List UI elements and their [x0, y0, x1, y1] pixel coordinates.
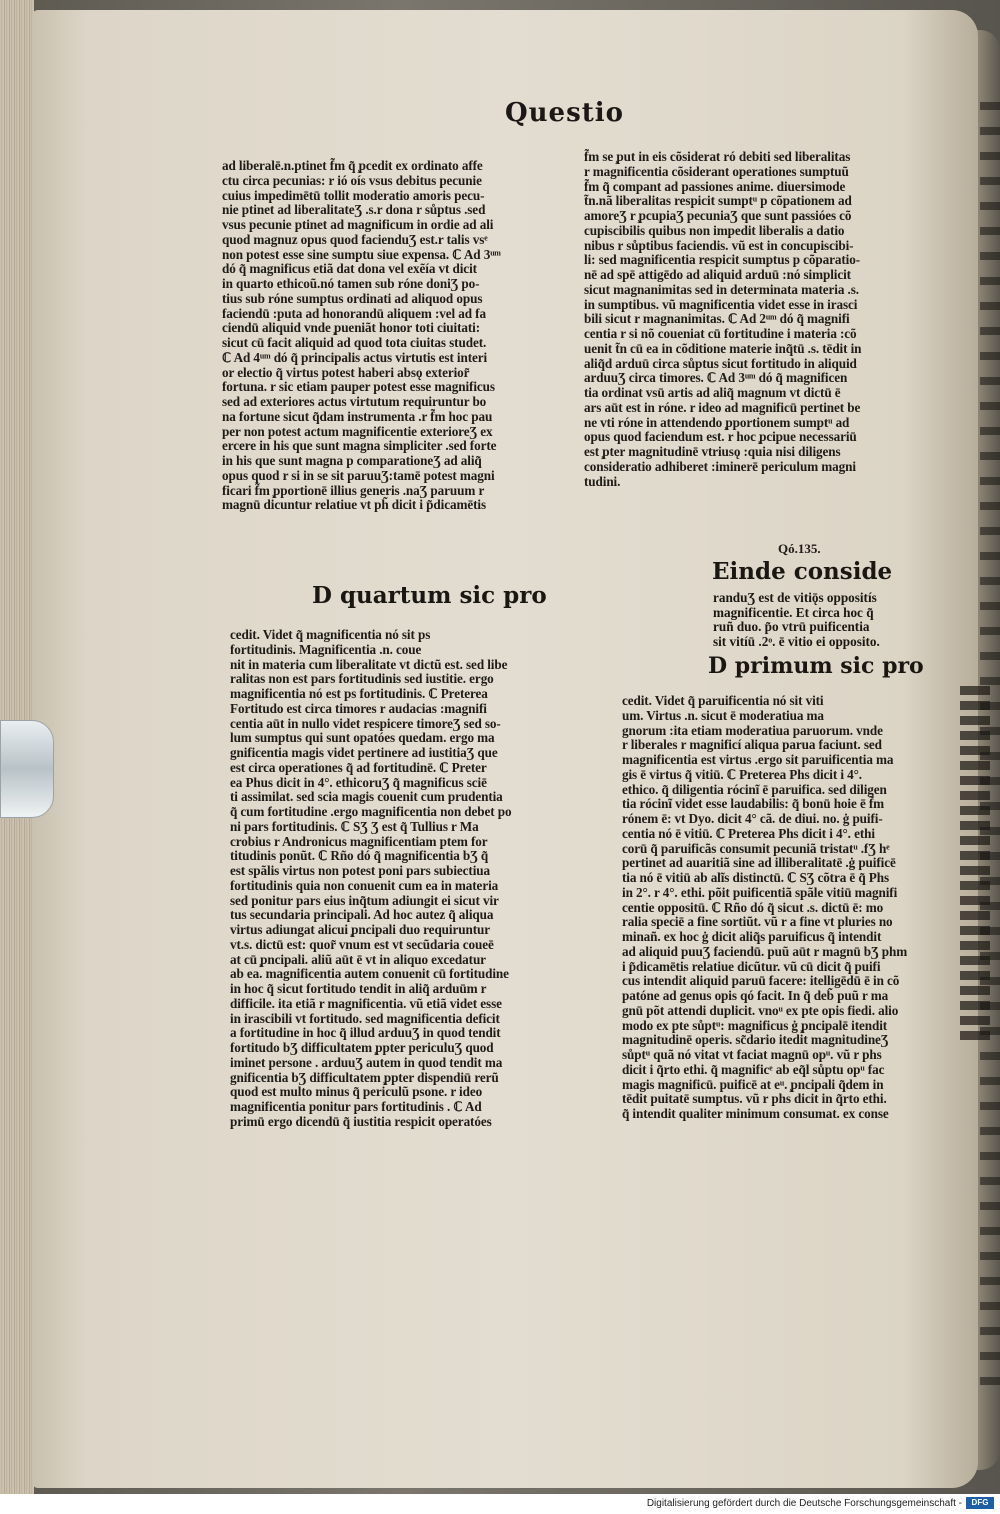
left-column-top: ad liberalē.n.ptinet f̃m q̃ ̧pcedit ex ordinato affe ctu circa pecunias: r ió oís vsus debitus pecunie cuius impedimētū tollit moderatio amoris pecu- nie ptinet ad liberalitateƷ .s.r dona r sůptus .sed vsus pecunie ptinet ad magnificum in ordie ad ali quod magnuz opus quod facienduƷ est.r talis vsᵉ non potest esse sine sumptu siue expensa. ℂ Ad 3ᵘᵐ dó q̃ magnificus etiã dat dona vel exẽía vt dicit in quarto ethicoũ.nó tamen sub róne doniƷ po- tius sub róne sumptus ordinati ad aliquod opus faciendū :puta ad honorandū aliquem :vel ad fa ciendū aliquid vnde ̧pueniãt honor toti ciuitati: sicut cū facit aliquid ad quod tota ciuitas studet. ℂ Ad 4ᵘᵐ dó q̃ principalis actus virtutis est interi or electio q̃ virtus potest haberi absǫ exterior̃ fortuna. r sic etiam pauper potest esse magnificus sed ad exteriores actus virtutum requiruntur bo na fortune sicut q̃dam instrumenta .r f̃m hoc pau per non potest actum magnificentie exterioreƷ ex ercere in his que sunt magna simpliciter .sed forte in his que sunt magna p comparationeƷ ad aliq̃ opus quod r si in se sit paruuƷ:tamē potest magni ficari f̃m ̧pportionē illius generis .naƷ paruum r magnū dicuntur relatiue vt ph̃ dicit i p̃dicamētis — [222, 158, 501, 513]
right-section-heading: D primum sic pro — [708, 653, 924, 679]
dfg-logo: DFG — [966, 1497, 994, 1509]
right-question-heading: Einde conside — [712, 558, 893, 585]
right-question-subheading: randuƷ est de vitiǭs oppositís magnificentie. Et circa hoc q̃ ruñ duo. p̃o vtrū puificentia sit vitíū .2ᵒ. ē vitio ei opposito. — [713, 590, 880, 649]
folio-number: Qó.135. — [778, 541, 821, 556]
page-clip — [0, 720, 54, 818]
right-column-top: f̃m se ̧put in eis cõsiderat ró debiti sed liberalitas r magnificentia cõsiderant operationes sumptuũ f̃m q̃ compant ad passiones anime. diuersimode t̃n.nã liberalitas respicit sumptᵘ p cõpationem ad amoreƷ r ̧pcupiaƷ pecuniaƷ que sunt passióes cõ cupiscibilis quibus non impedit liberalis a datio nibus r sůptibus faciendis. vũ est in concupiscibi- li: sed magnificentia respicit sumptus p cõparatio- nē ad spē attigēdo ad aliquid arduū :nó simplicit sicut magnanimitas sed in determinata materia .s. in sumptibus. vũ magnificentia videt esse in irasci bili sicut r magnanimitas. ℂ Ad 2ᵘᵐ dó q̃ magnifi centia r si nõ coueniat cū fortitudine i materia :cõ uenit t̃n cū ea in cõditione materie inq̃tū .s. tēdit in aliq̃d arduū circa sůptus sicut fortitudo in aliquid arduuƷ circa timores. ℂ Ad 3ᵘᵐ dó q̃ magnificen tia ordinat vsū artis ad aliq̃ magnum vt dictū ē ars aūt est in róne. r ideo ad magnificū pertinet be ne vti róne in attendendo ̧pportionem sumptᵘ ad opus quod faciendum est. r hoc ̧pcipue necessariū est ̧pter magnitudinē vtriusǫ :quia nisi diligens consideratio adhiberet :iminerē periculum magni tudini. — [584, 149, 862, 489]
running-head: Questio — [505, 98, 624, 128]
right-column-bottom: cedit. Videt q̃ paruificentia nó sit viti um. Virtus .n. sicut ē moderatiua ma gnorum :ita etiam moderatiua paruorum. vnde r liberales r magnificí aliqua parua faciunt. sed magnificentia est virtus .ergo sit paruificentia ma gis ē virtus q̃ vitiū. ℂ Preterea Phs dicit i 4°. ethico. q̃ diligentia rócinĩ ē paruifica. sed diligen tia rócinĩ videt esse laudabilis: q̃ bonū hoie ē f̃m rónem ē: vt Dyo. dicit 4° cã. de diui. no. ġ puifi- centia nó ē vitiū. ℂ Preterea Phs dicit i 4°. ethi corū q̃ paruificãs consumit pecuniã tristatᵘ .fƷ hᵉ pertinet ad auaritiã sine ad illiberalitatē .ġ puificē tia nó ē vitiū ab alĩs distinctū. ℂ SƷ cõtra ē q̃ Phs in 2°. r 4°. ethi. põit puificentiã spãle vitiū magnifi centie oppositū. ℂ Rño dó q̃ sicut .s. dictū ē: mo ralia speciē a fine sortiũt. vũ r a fine vt pluries no minañ. ex hoc ġ dicit aliq̃s paruificus q̃ intendit ad aliquid puuƷ faciendū. puũ aūt r magnū bƷ phm i p̃dicamētis relatiue dicũtur. vũ cū dicit q̃ puifi cus intendit aliquid paruū facere: itelligēdū ē in cõ patóne ad genus opis qó facit. In q̃ deb̃ puũ r ma gnū põt attendi duplicit. vnoᵘ ex pte opis fiedi. alio modo ex pte sůptᵘ: magnificus ġ ̧pncipalē itendit magnitudinē operis. sc̃dario itedit magnitudineƷ sůptᵘ quã nó vitat vt faciat magnū opᵘ. vũ r phs dicit i q̃rto ethi. q̃ magnificᵉ ab eq̃l sůptu opᵘ fac magis magnificū. puificē at eᵘ. ̧pncipali q̃dem in tēdit puitatē sumptus. vũ r phs dicit in q̃rto ethi. q̃ intendit qualiter minimum consumat. ex conse — [622, 693, 908, 1121]
left-column-bottom: cedit. Videt q̃ magnificentia nó sit ps fortitudinis. Magnificentia .n. coue nit in materia cum liberalitate vt dictũ est. sed libe ralitas non est pars fortitudinis sed iustitie. ergo magnificentia nó est ps fortitudinis. ℂ Preterea Fortitudo est circa timores r audacias :magnifi centia aūt in nullo videt respicere timoreƷ sed so- lum sumptus qui sunt opatóes quedam. ergo ma gnificentia magis videt pertinere ad iustitiaƷ que est circa operationes q̃ ad fortitudinē. ℂ Preter ea Phus dicit in 4°. ethicoruƷ q̃ magnificus sciē ti assimilat. sed scia magis couenit cum prudentia q̃ cum fortitudine .ergo magnificentia non debet po ni pars fortitudinis. ℂ SƷ Ʒ est q̃ Tullius r Ma crobius r Andronicus magnificentiam ptem for titudinis ponũt. ℂ Rño dó q̃ magnificentia bƷ q̃ est spãlis virtus non potest poni pars subiectiua fortitudinis quia non conuenit cum ea in materia sed ponitur pars eius inq̃tum adiungit ei sicut vir tus secundaria principali. Ad hoc autez q̃ aliqua virtus adiungat alicui ̧pncipali duo requiruntur vt.s. dictū est: quor̃ vnum est vt secũdaria coueē at cū ̧pncipali. aliũ aūt ē vt in aliquo excedatur ab ea. magnificentia autem conuenit cū fortitudine in hoc q̃ sicut fortitudo tendit in aliq̃ arduūm r difficile. ita etiã r magnificentia. vũ etiã videt esse in irascibili vt fortitudo. sed magnificentia deficit a fortitudine in hoc q̃ illud arduuƷ in quod tendit fortitudo bƷ difficultatem ̧ppter periculuƷ quod iminet persone . arduuƷ autem in quod tendit ma gnificentia bƷ difficultatem ̧ppter dispendiū rerũ quod est multo minus q̃ periculũ psone. r ideo magnificentia ponitur pars fortitudinis . ℂ Ad primū ergo dicendū q̃ iustitia respicit operatóes — [230, 627, 512, 1129]
left-section-heading: D quartum sic pro — [312, 582, 547, 609]
facing-page-column-fragment — [960, 680, 990, 1040]
footer-credit: Digitalisierung gefördert durch die Deutsche Forschungsgemeinschaft - — [646, 1498, 962, 1509]
